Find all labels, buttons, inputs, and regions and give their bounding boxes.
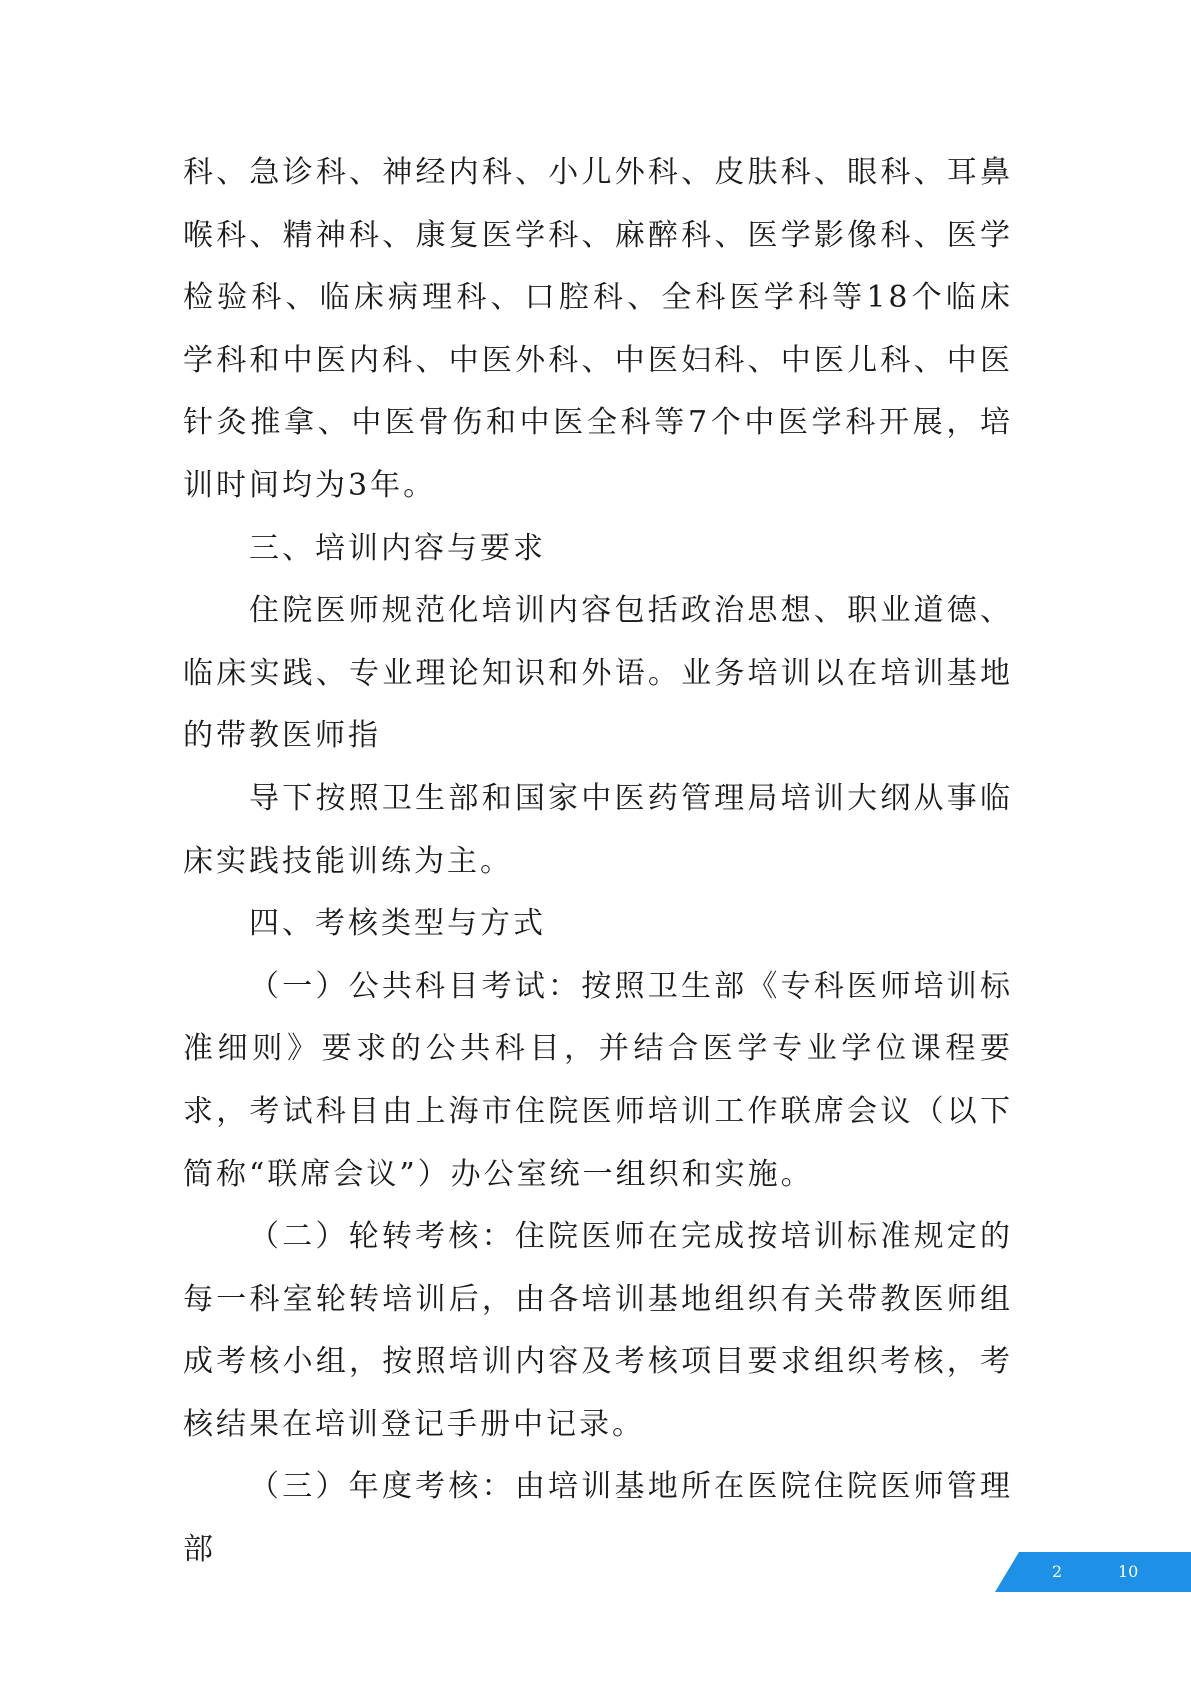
paragraph-annual-assessment: （三）年度考核：由培训基地所在医院住院医师管理部 <box>183 1469 1013 1568</box>
section-heading-assessment: 四、考核类型与方式 <box>249 906 546 942</box>
section-heading-training-content: 三、培训内容与要求 <box>249 530 546 566</box>
paragraph-rotation-assessment: （二）轮转考核：住院医师在完成按培训标准规定的每一科室轮转培训后，由各培训基地组织有关带教医师组成考核小组，按照培训内容及考核项目要求组织考核，考核结果在培训登记手册中记录。 <box>183 1219 1013 1442</box>
paragraph-training-guidance: 导下按照卫生部和国家中医药管理局培训大纲从事临床实践技能训练为主。 <box>183 780 1013 879</box>
page-number-current: 2 <box>1052 1562 1063 1581</box>
document-body <box>183 142 1013 1582</box>
paragraph-subject-list: 科、急诊科、神经内科、小儿外科、皮肤科、眼科、耳鼻喉科、精神科、康复医学科、麻醉科、医学影像科、医学检验科、临床病理科、口腔科、全科医学科等18个临床学科和中医内科、中医外科、中医妇科、中医儿科、中医针灸推拿、中医骨伤和中医全科等7个中医学科开展，培训时间均为3年。 <box>183 155 1013 503</box>
page-number-tab <box>995 1552 1191 1592</box>
page-number-total: 10 <box>1118 1562 1139 1581</box>
paragraph-public-exam: （一）公共科目考试：按照卫生部《专科医师培训标准细则》要求的公共科目，并结合医学专业学位课程要求，考试科目由上海市住院医师培训工作联席会议（以下简称“联席会议”）办公室统一组织和实施。 <box>183 968 1013 1192</box>
paragraph-training-content: 住院医师规范化培训内容包括政治思想、职业道德、临床实践、专业理论知识和外语。业务培训以在培训基地的带教医师指 <box>183 593 1013 754</box>
